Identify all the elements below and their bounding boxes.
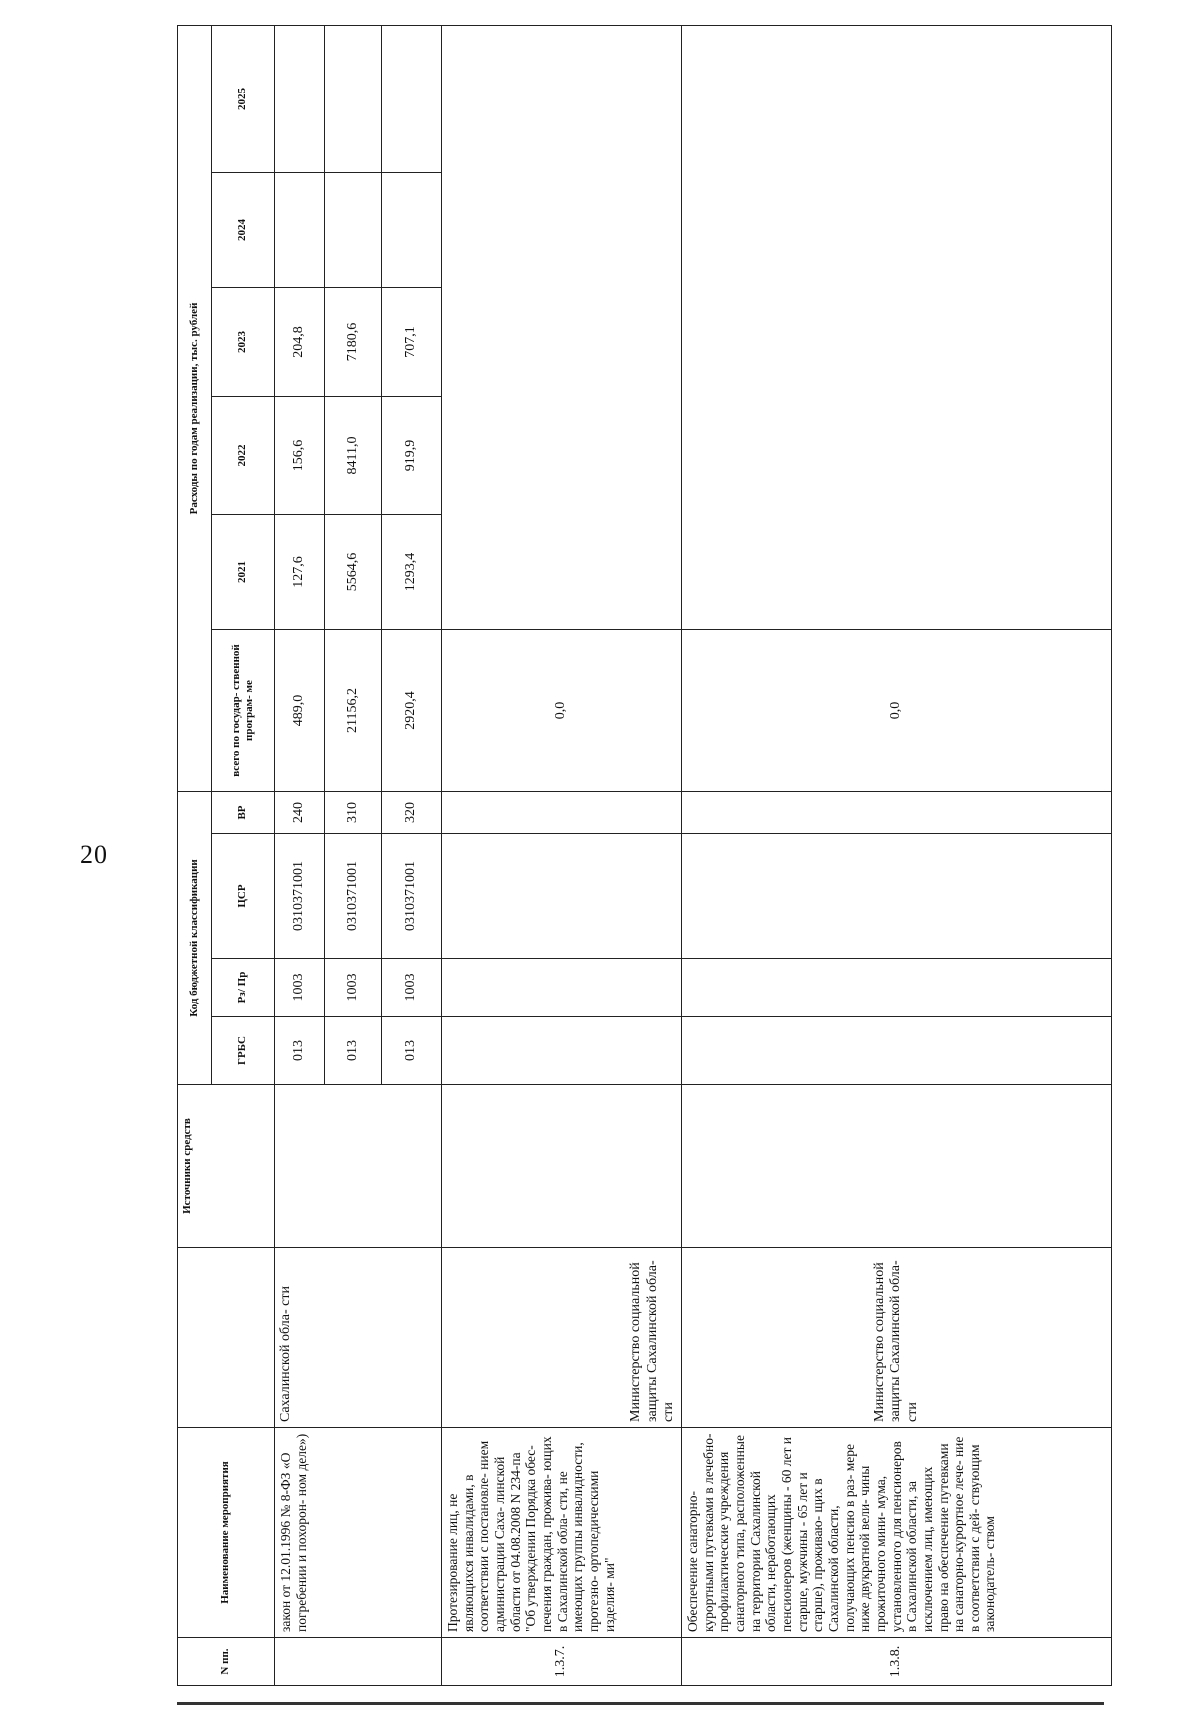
cell-rzpr: [442, 959, 682, 1017]
header-2024: 2024: [212, 173, 275, 288]
row-executor: Министерство социальной защиты Сахалинской обла- сти: [682, 1248, 1112, 1428]
cell-total: 21156,2: [325, 630, 382, 792]
cell-2022: 8411,0: [325, 397, 382, 515]
cell-2024: [275, 173, 325, 288]
row-num: 1.3.7.: [442, 1638, 682, 1686]
scan-edge-line: [177, 1702, 1104, 1705]
cell-grbs: 013: [275, 1017, 325, 1085]
cell-grbs: 013: [325, 1017, 382, 1085]
cell-2024: [382, 173, 442, 288]
cell-csr: [682, 834, 1112, 959]
header-sources: Источники средств: [178, 1085, 275, 1248]
header-num: N пп.: [178, 1638, 275, 1686]
header-2025: 2025: [212, 25, 275, 172]
cell-rzpr: 1003: [382, 959, 442, 1017]
header-2022: 2022: [212, 397, 275, 515]
cell-grbs: [442, 1017, 682, 1085]
header-years-group: Расходы по годам реализации, тыс. рублей: [178, 25, 212, 791]
cell-csr: 0310371001: [275, 834, 325, 959]
cell-vr: 310: [325, 792, 382, 834]
cell-total: 0,0: [682, 630, 1112, 792]
row-executor: Сахалинской обла- сти: [275, 1248, 442, 1428]
row-executor: Министерство социальной защиты Сахалинской обла- сти: [442, 1248, 682, 1428]
header-total: всего по государ- ственной програм- ме: [212, 630, 275, 792]
header-csr: ЦСР: [212, 834, 275, 959]
header-name: Наименование мероприятия: [178, 1428, 275, 1638]
cell-2023: 7180,6: [325, 288, 382, 397]
row-sources: [442, 1085, 682, 1248]
cell-vr: [442, 792, 682, 834]
cell-rzpr: [682, 959, 1112, 1017]
cell-2023: 204,8: [275, 288, 325, 397]
cell-2025: [382, 25, 442, 172]
row-sources: [275, 1085, 442, 1248]
cell-rzpr: 1003: [275, 959, 325, 1017]
cell-total: 2920,4: [382, 630, 442, 792]
cell-2025: [275, 25, 325, 172]
cell-2024: [325, 173, 382, 288]
header-grbs: ГРБС: [212, 1017, 275, 1085]
row-name: Протезирование лиц, не являющихся инвалидами, в соответствии с постановле- нием администрации Саха- линской области от 04.08.2008 N 234-па "Об утверждении Порядка обес- печения граждан, прожива- ющих в Сахалинской обла- сти, не имеющих группы инвалидности, протезно- ортопедическими изделия- ми": [442, 1428, 682, 1638]
cell-2022: 919,9: [382, 397, 442, 515]
cell-grbs: 013: [382, 1017, 442, 1085]
row-name: Обеспечение санаторно- курортными путевками в лечебно-профилактические учреждения санаторного типа, расположенные на территории Сахалинской области, неработающих пенсионеров (женщины - 60 лет и старше, мужчины - 65 лет и старше), проживаю- щих в Сахалинской области, получающих пенсию в раз- мере ниже двукратной вели- чины прожиточного мини- мума, установленного для пенсионеров в Сахалинской области, за исключением лиц, имеющих право на обеспечение путевками на санаторно-курортное лече- ние в соответствии с дей- ствующим законодатель- ством: [682, 1428, 1112, 1638]
cell-2021: 5564,6: [325, 515, 382, 630]
cell-csr: 0310371001: [325, 834, 382, 959]
page-number: 20: [80, 840, 108, 869]
cell-2025: [325, 25, 382, 172]
years-merged-cell: [682, 25, 1112, 629]
cell-rzpr: 1003: [325, 959, 382, 1017]
cell-total: 0,0: [442, 630, 682, 792]
table-row: [442, 25, 682, 1685]
row-sources: [682, 1085, 1112, 1248]
cell-csr: 0310371001: [382, 834, 442, 959]
row-name: закон от 12.01.1996 № 8-ФЗ «О погребении и похорон- ном деле»): [275, 1428, 442, 1638]
header-2021: 2021: [212, 515, 275, 630]
header-row-1: [178, 25, 212, 1685]
cell-2021: 1293,4: [382, 515, 442, 630]
budget-table: [177, 25, 1112, 1686]
cell-grbs: [682, 1017, 1112, 1085]
rotated-table-container: [177, 26, 1102, 1686]
cell-total: 489,0: [275, 630, 325, 792]
row-num: 1.3.8.: [682, 1638, 1112, 1686]
header-code-group: Код бюджетной классификации: [178, 792, 212, 1085]
header-executor: [178, 1248, 275, 1428]
cell-vr: [682, 792, 1112, 834]
years-merged-cell: [442, 25, 682, 629]
cell-2021: 127,6: [275, 515, 325, 630]
cell-vr: 320: [382, 792, 442, 834]
table-row: [275, 25, 325, 1685]
header-rzpr: Рз/ Пр: [212, 959, 275, 1017]
header-2023: 2023: [212, 288, 275, 397]
header-vr: ВР: [212, 792, 275, 834]
cell-vr: 240: [275, 792, 325, 834]
table-row: [682, 25, 1112, 1685]
cell-2022: 156,6: [275, 397, 325, 515]
cell-2023: 707,1: [382, 288, 442, 397]
cell-csr: [442, 834, 682, 959]
row-num: [275, 1638, 442, 1686]
